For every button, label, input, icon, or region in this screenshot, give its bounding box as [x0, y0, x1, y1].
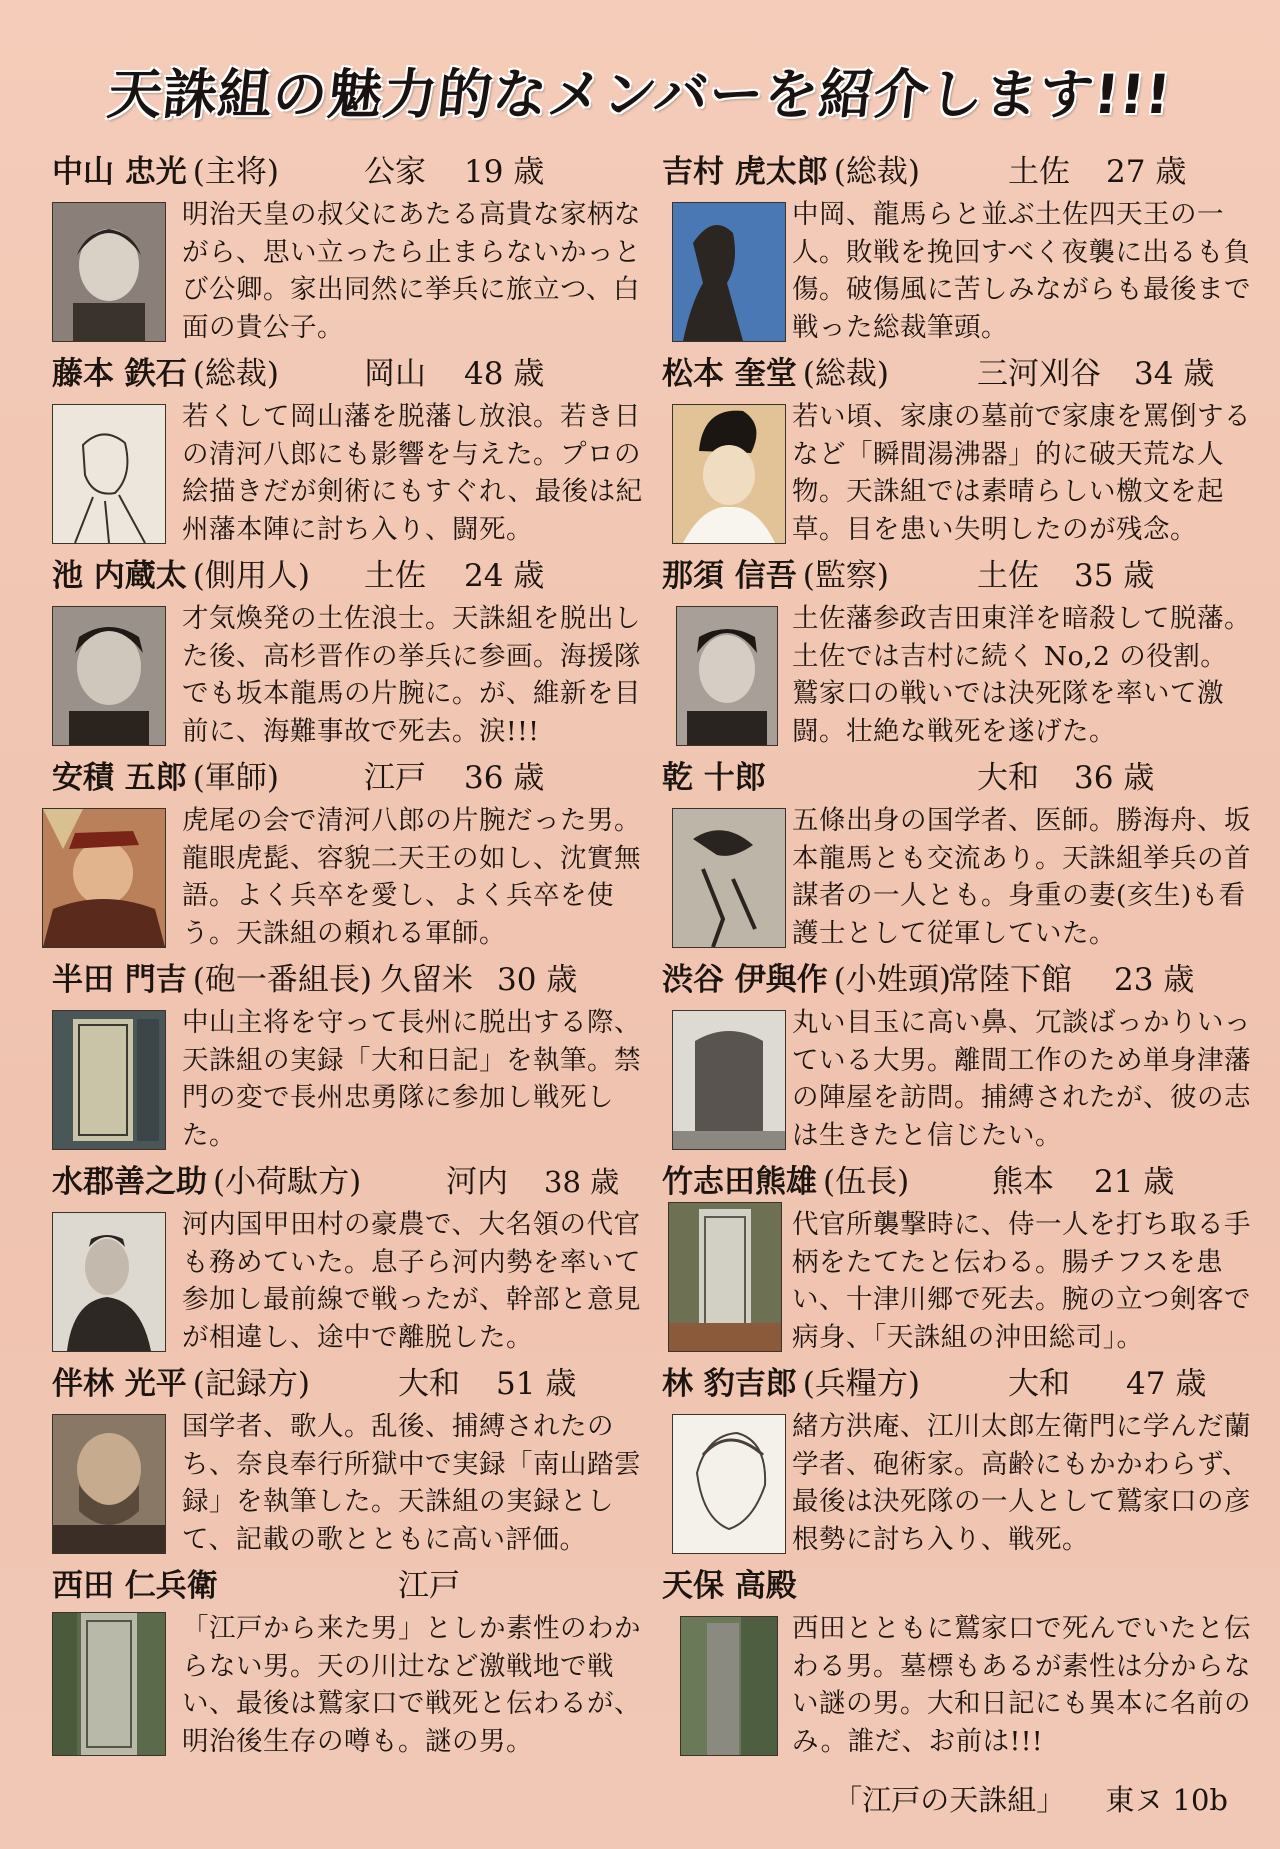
member-origin: 土佐 [1008, 154, 1070, 190]
member-header [52, 958, 642, 1002]
member-age: 27 歳 [1106, 154, 1187, 190]
member-age: 36 歳 [464, 760, 545, 796]
member-name: 松本 奎堂 [662, 356, 797, 392]
member-entry [52, 1160, 642, 1362]
member-portrait [676, 606, 778, 746]
member-age: 36 歳 [1074, 760, 1155, 796]
member-origin: 岡山 [364, 356, 426, 392]
member-origin: 土佐 [977, 558, 1039, 594]
member-name: 竹志田熊雄 [662, 1164, 817, 1200]
member-age: 35 歳 [1074, 558, 1155, 594]
member-name: 吉村 虎太郎 [662, 154, 828, 190]
member-role: (記録方) [192, 1366, 310, 1402]
member-header [52, 756, 642, 800]
member-description: 五條出身の国学者、医師。勝海舟、坂本龍馬とも交流あり。天誅組挙兵の首謀者の一人とも。身重の妻(亥生)も看護士として従軍していた。 [792, 805, 1251, 949]
member-header [662, 554, 1252, 598]
member-description: 代官所襲撃時に、侍一人を打ち取る手柄をたてたと伝わる。腸チフスを患い、十津川郷で死去。腕の立つ剣客で病身、「天誅組の沖田総司」。 [792, 1209, 1251, 1353]
member-entry [52, 958, 642, 1160]
member-header [52, 352, 642, 396]
page-number: 東ヌ 10b [1105, 1783, 1228, 1817]
member-portrait [52, 404, 166, 544]
member-role: (主将) [192, 154, 279, 190]
member-header [662, 150, 1252, 194]
member-name: 渋谷 伊與作 [662, 962, 828, 998]
member-description: 虎尾の会で清河八郎の片腕だった男。龍眼虎髭、容貌二天王の如し、沈實無語。よく兵卒を愛し、よく兵卒を使う。天誅組の頼れる軍師。 [182, 805, 641, 949]
footer-source: 「江戸の天誅組」 [833, 1783, 1066, 1817]
member-header [662, 1160, 1252, 1204]
member-entry [52, 1564, 642, 1766]
member-portrait [680, 1616, 778, 1756]
member-origin: 江戸 [364, 760, 426, 796]
member-age: 47 歳 [1126, 1366, 1207, 1402]
member-description: 丸い目玉に高い鼻、冗談ばっかりいっている大男。離間工作のため単身津藩の陣屋を訪問。捕縛されたが、彼の志は生きたと信じたい。 [792, 1007, 1251, 1151]
member-portrait [52, 1010, 166, 1150]
member-portrait [672, 808, 786, 948]
member-header [52, 1362, 642, 1406]
member-name: 林 豹吉郎 [662, 1366, 797, 1402]
member-origin: 大和 [398, 1366, 460, 1402]
left-column [52, 150, 642, 1766]
member-entry [662, 1160, 1252, 1362]
page-title: 天誅組の魅力的なメンバーを紹介します!!! [104, 63, 1175, 126]
member-age: 30 歳 [497, 962, 578, 998]
member-portrait [672, 1010, 786, 1150]
member-description: 西田とともに鷲家口で死んでいたと伝わる男。墓標もあるが素性は分からない謎の男。大和日記にも異本に名前のみ。誰だ、お前は!!! [792, 1613, 1251, 1757]
member-description: 若くして岡山藩を脱藩し放浪。若き日の清河八郎にも影響を与えた。プロの絵描きだが剣術にもすぐれ、最後は紀州藩本陣に討ち入り、闘死。 [182, 401, 643, 545]
member-origin: 大和 [1008, 1366, 1070, 1402]
member-header [52, 1160, 642, 1204]
member-role: (総裁) [802, 356, 889, 392]
member-portrait [672, 202, 786, 342]
member-entry [52, 756, 642, 958]
member-role: (伍長) [823, 1164, 910, 1200]
member-description: 明治天皇の叔父にあたる高貴な家柄ながら、思い立ったら止まらないかっとび公卿。家出同然に挙兵に旅立つ、白面の貴公子。 [182, 199, 641, 343]
member-description: 中山主将を守って長州に脱出する際、天誅組の実録「大和日記」を執筆。禁門の変で長州忠勇隊に参加し戦死した。 [182, 1007, 641, 1151]
member-name: 安積 五郎 [52, 760, 187, 796]
member-portrait [42, 808, 166, 948]
member-name: 天保 高殿 [662, 1568, 797, 1604]
member-entry [52, 352, 642, 554]
member-header [662, 1564, 1252, 1608]
member-origin: 常陸下館 [948, 962, 1072, 998]
member-role: (軍師) [192, 760, 279, 796]
member-origin: 熊本 [992, 1164, 1054, 1200]
member-age: 21 歳 [1094, 1164, 1175, 1200]
member-name: 西田 仁兵衛 [52, 1568, 218, 1604]
member-description: 河内国甲田村の豪農で、大名領の代官も務めていた。息子ら河内勢を率いて参加し最前線で戦ったが、幹部と意見が相違し、途中で離脱した。 [182, 1209, 641, 1353]
member-origin: 土佐 [364, 558, 426, 594]
member-role: (小姓頭) [833, 962, 951, 998]
member-portrait [52, 1212, 166, 1352]
member-portrait [52, 606, 166, 746]
member-name: 中山 忠光 [52, 154, 187, 190]
member-age: 51 歳 [496, 1366, 577, 1402]
member-name: 藤本 鉄石 [52, 356, 187, 392]
member-origin: 公家 [364, 154, 426, 190]
member-age: 23 歳 [1114, 962, 1195, 998]
member-description: 緒方洪庵、江川太郎左衛門に学んだ蘭学者、砲術家。高齢にもかかわらず、最後は決死隊の一人として鷲家口の彦根勢に討ち入り、戦死。 [792, 1411, 1251, 1555]
member-name: 池 内蔵太 [52, 558, 187, 594]
member-name: 伴林 光平 [52, 1366, 187, 1402]
member-name: 水郡善之助 [52, 1164, 207, 1200]
member-origin: 大和 [977, 760, 1039, 796]
member-description: 「江戸から来た男」としか素性のわからない男。天の川辻など激戦地で戦い、最後は鷲家口で戦死と伝わるが、明治後生存の噂も。謎の男。 [182, 1613, 641, 1757]
member-entry [662, 1564, 1252, 1766]
member-role: (総裁) [192, 356, 279, 392]
member-age: 48 歳 [464, 356, 545, 392]
member-description: 若い頃、家康の墓前で家康を罵倒するなど「瞬間湯沸器」的に破天荒な人物。天誅組では素晴らしい檄文を起草。目を患い失明したのが残念。 [792, 401, 1251, 545]
member-entry [662, 554, 1252, 756]
member-origin: 久留米 [380, 962, 473, 998]
member-role: (砲一番組長) [192, 962, 372, 998]
member-header [662, 352, 1252, 396]
member-header [52, 150, 642, 194]
member-header [662, 958, 1252, 1002]
member-role: (監察) [802, 558, 889, 594]
member-description: 土佐藩参政吉田東洋を暗殺して脱藩。土佐では吉村に続く No,2 の役割。鷲家口の戦いでは決死隊を率いて激闘。壮絶な戦死を遂げた。 [792, 603, 1251, 747]
member-entry [662, 1362, 1252, 1564]
member-header [662, 756, 1252, 800]
member-entry [662, 150, 1252, 352]
member-header [52, 554, 642, 598]
member-entry [662, 958, 1252, 1160]
page-footer [833, 1780, 1228, 1820]
member-description: 国学者、歌人。乱後、捕縛されたのち、奈良奉行所獄中で実録「南山踏雲録」を執筆した。天誅組の実録として、記載の歌とともに高い評価。 [182, 1411, 641, 1555]
member-header [662, 1362, 1252, 1406]
member-name: 那須 信吾 [662, 558, 797, 594]
member-name: 半田 門吉 [52, 962, 187, 998]
member-entry [52, 150, 642, 352]
member-origin: 三河刈谷 [977, 356, 1101, 392]
member-portrait [672, 404, 786, 544]
member-portrait [672, 1414, 786, 1554]
member-origin: 江戸 [398, 1568, 460, 1604]
member-header [52, 1564, 642, 1608]
member-portrait [52, 1414, 166, 1554]
member-entry [52, 1362, 642, 1564]
member-entry [662, 352, 1252, 554]
right-column [662, 150, 1252, 1766]
member-age: 34 歳 [1134, 356, 1215, 392]
member-role: (兵糧方) [802, 1366, 920, 1402]
member-role: (側用人) [192, 558, 310, 594]
member-description: 中岡、龍馬らと並ぶ土佐四天王の一人。敗戦を挽回すべく夜襲に出るも負傷。破傷風に苦しみながらも最後まで戦った総裁筆頭。 [792, 199, 1251, 343]
member-portrait [52, 202, 166, 342]
member-origin: 河内 [446, 1164, 508, 1200]
member-name: 乾 十郎 [662, 760, 766, 796]
member-entry [52, 554, 642, 756]
member-age: 24 歳 [464, 558, 545, 594]
member-portrait [52, 1612, 166, 1756]
member-description: 才気煥発の土佐浪士。天誅組を脱出した後、高杉晋作の挙兵に参画。海援隊でも坂本龍馬の片腕に。が、維新を目前に、海難事故で死去。涙!!! [182, 603, 641, 747]
member-age: 38 歳 [544, 1165, 620, 1199]
member-entry [662, 756, 1252, 958]
member-portrait [668, 1202, 782, 1352]
member-age: 19 歳 [464, 154, 545, 190]
member-role: (総裁) [833, 154, 920, 190]
member-role: (小荷駄方) [213, 1164, 362, 1200]
